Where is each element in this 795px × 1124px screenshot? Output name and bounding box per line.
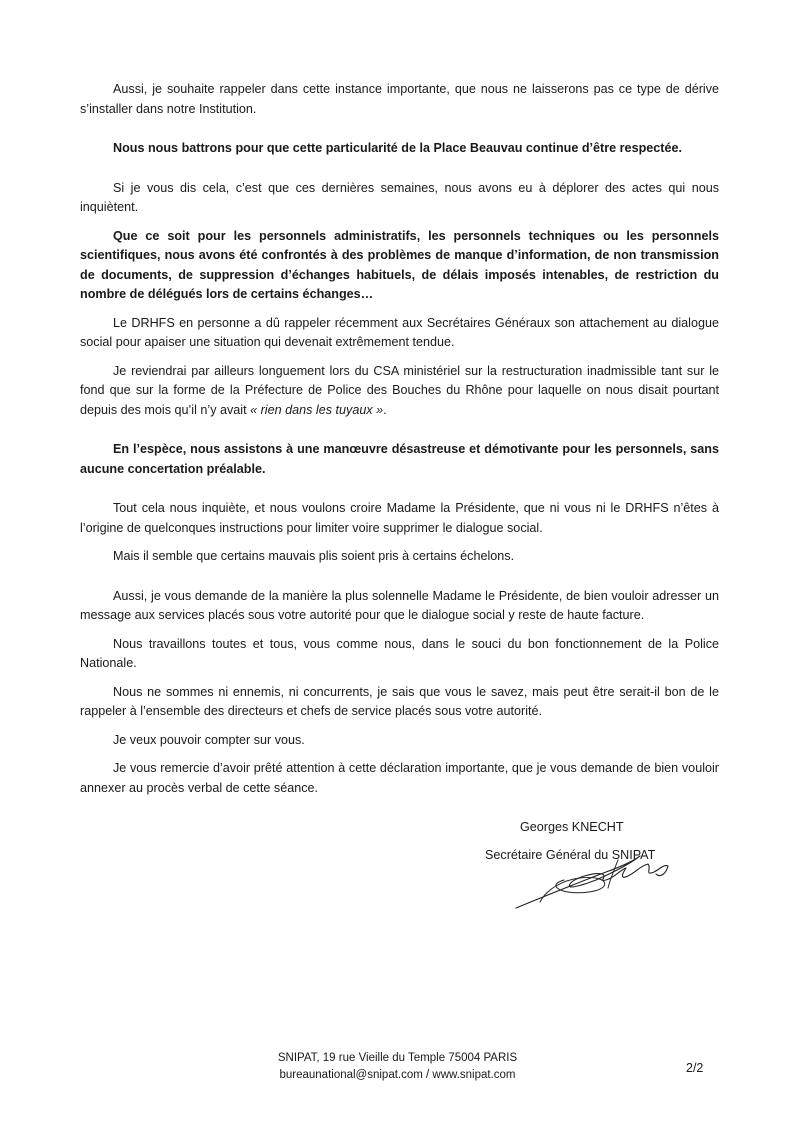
page-number: 2/2	[686, 1061, 704, 1075]
paragraph-bold: Nous nous battrons pour que cette particularité de la Place Beauvau continue d’être respectée.	[113, 141, 682, 155]
paragraph: Aussi, je souhaite rappeler dans cette instance importante, que nous ne laisserons pas ce type de dérive s’installer dans notre Institution.	[80, 82, 719, 116]
paragraph-with-quote	[80, 362, 719, 421]
paragraph-bold: Que ce soit pour les personnels administratifs, les personnels techniques ou les personnels scientifiques, nous avons été confrontés à des problèmes de manque d’information, de non transmission de documents, de suppression d’échanges habituels, de délais imposés intenables, de restriction du nombre de délégués lors de certains échanges…	[80, 228, 719, 301]
paragraph: Aussi, je vous demande de la manière la plus solennelle Madame le Présidente, de bien vouloir adresser un message aux services placés sous votre autorité pour que le dialogue social y reste de haute facture.	[80, 588, 719, 622]
signatory-name: Georges KNECHT	[520, 820, 624, 834]
paragraph: Mais il semble que certains mauvais plis soient pris à certains échelons.	[113, 549, 515, 563]
paragraph: Le DRHFS en personne a dû rappeler récemment aux Secrétaires Généraux son attachement au dialogue social pour apaiser une situation qui devenait extrêmement tendue.	[80, 315, 719, 349]
paragraph-text: Je reviendrai par ailleurs longuement lors du CSA ministériel sur la restructuration inadmissible tant sur le fond que sur la forme de la Préfecture de Police des Bouches du Rhône pour laquelle on nous disait pourtant depuis des mois qu’il n’y avait	[80, 363, 719, 417]
paragraph: Nous travaillons toutes et tous, vous comme nous, dans le souci du bon fonctionnement de la Police Nationale.	[80, 636, 719, 670]
paragraph: Si je vous dis cela, c’est que ces dernières semaines, nous avons eu à déplorer des actes qui nous inquiètent.	[80, 180, 719, 214]
paragraph: Je vous remercie d’avoir prêté attention à cette déclaration importante, que je vous demande de bien vouloir annexer au procès verbal de cette séance.	[80, 761, 719, 795]
quoted-phrase: « rien dans les tuyaux »	[250, 402, 384, 417]
footer-contact: bureaunational@snipat.com / www.snipat.com	[279, 1069, 516, 1081]
signatory-title: Secrétaire Général du SNIPAT	[485, 848, 656, 862]
page-footer	[0, 1050, 795, 1084]
paragraph: Tout cela nous inquiète, et nous voulons croire Madame la Présidente, que ni vous ni le DRHFS n’êtes à l’origine de quelconques instructions pour limiter voire supprimer le dialogue social.	[80, 501, 719, 535]
footer-address: SNIPAT, 19 rue Vieille du Temple 75004 PARIS	[277, 1052, 518, 1064]
paragraph-bold: En l’espèce, nous assistons à une manœuvre désastreuse et démotivante pour les personnels, sans aucune concertation préalable.	[80, 442, 719, 476]
paragraph: Nous ne sommes ni ennemis, ni concurrents, je sais que vous le savez, mais peut être serait-il bon de le rappeler à l’ensemble des directeurs et chefs de service placés sous votre autorité.	[80, 684, 719, 718]
paragraph-text-end: .	[383, 402, 387, 417]
paragraph: Je veux pouvoir compter sur vous.	[113, 732, 305, 747]
letter-body	[80, 80, 719, 807]
handwritten-signature	[510, 850, 670, 912]
